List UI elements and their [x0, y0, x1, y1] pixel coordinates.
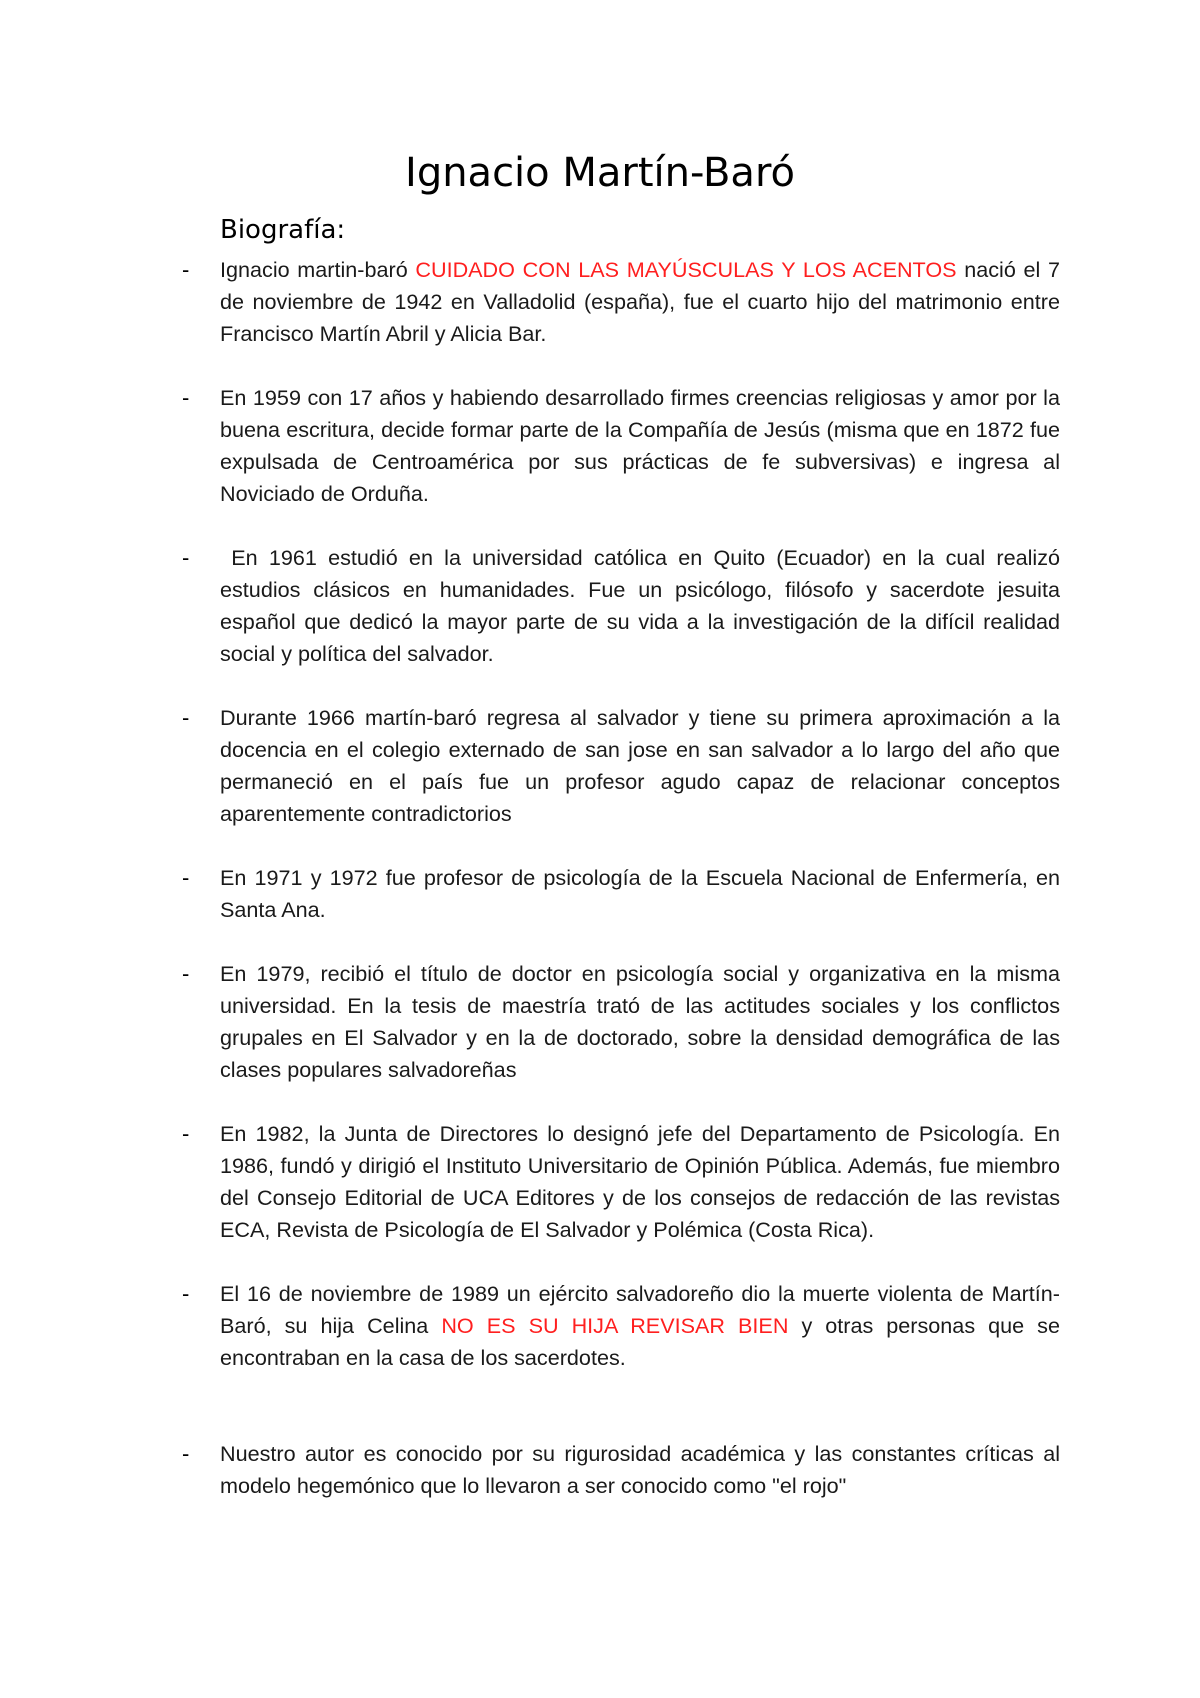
list-item — [0, 382, 1200, 510]
bullet-dash: - — [182, 545, 190, 570]
list-item-text: En 1979, recibió el título de doctor en psicología social y organizativa en la misma universidad. En la tesis de maestría trató de las actitudes sociales y los conflictos grupales en El Salvador y en la de doctorado, sobre la densidad demográfica de las clases populares salvadoreñas — [220, 961, 1060, 1082]
list-item-text: Nuestro autor es conocido por su rigurosidad académica y las constantes críticas al modelo hegemónico que lo llevaron a ser conocido como "el rojo" — [220, 1441, 1060, 1498]
list-item — [0, 254, 1200, 350]
list-item — [0, 1278, 1200, 1374]
bullet-dash: - — [182, 705, 190, 730]
list-item-text: Durante 1966 martín-baró regresa al salvador y tiene su primera aproximación a la docencia en el colegio externado de san jose en san salvador a lo largo del año que permaneció en el país fue un profesor agudo capaz de relacionar conceptos aparentemente contradictorios — [220, 705, 1060, 826]
bullet-dash: - — [182, 257, 190, 282]
list-item — [0, 702, 1200, 830]
bullet-dash: - — [182, 1121, 190, 1146]
bullet-dash: - — [182, 1441, 190, 1466]
list-item — [0, 542, 1200, 670]
list-item — [0, 958, 1200, 1086]
bullet-dash: - — [182, 1281, 190, 1306]
list-item-text: En 1971 y 1972 fue profesor de psicología de la Escuela Nacional de Enfermería, en Santa Ana. — [220, 865, 1060, 922]
list-item — [0, 862, 1200, 926]
list-item-text-part: Ignacio martin-baró — [220, 257, 416, 282]
list-item-text — [220, 254, 1060, 350]
list-item — [0, 1118, 1200, 1246]
list-item-text: En 1959 con 17 años y habiendo desarrollado firmes creencias religiosas y amor por la buena escritura, decide formar parte de la Compañía de Jesús (misma que en 1872 fue expulsada de Centroamérica por sus prácticas de fe subversivas) e ingresa al Noviciado de Orduña. — [220, 385, 1060, 506]
document-title: Ignacio Martín-Baró — [405, 150, 795, 196]
bullet-dash: - — [182, 385, 190, 410]
revision-note: NO ES SU HIJA REVISAR BIEN — [441, 1313, 789, 1338]
list-item-text: En 1982, la Junta de Directores lo designó jefe del Departamento de Psicología. En 1986, fundó y dirigió el Instituto Universitario de Opinión Pública. Además, fue miembro del Consejo Editorial de UCA Editores y de los consejos de redacción de las revistas ECA, Revista de Psicología de El Salvador y Polémica (Costa Rica). — [220, 1121, 1060, 1242]
list-item-text — [220, 1278, 1060, 1374]
list-item-text-part: El 16 de noviembre de 1989 un ejército salvadoreño dio la muerte violenta de Martín-Baró, su hija Celina — [220, 1281, 1060, 1338]
revision-note: CUIDADO CON LAS MAYÚSCULAS Y LOS ACENTOS — [415, 257, 957, 282]
bullet-dash: - — [182, 961, 190, 986]
list-item-text-part: y otras personas que se encontraban en la casa de los sacerdotes. — [220, 1313, 1060, 1370]
biography-list — [0, 254, 1200, 1534]
section-heading-biografia: Biografía: — [220, 215, 346, 245]
bullet-dash: - — [182, 865, 190, 890]
list-item — [0, 1438, 1200, 1502]
list-item-text: En 1961 estudió en la universidad católica en Quito (Ecuador) en la cual realizó estudios clásicos en humanidades. Fue un psicólogo, filósofo y sacerdote jesuita español que dedicó la mayor parte de su vida a la investigación de la difícil realidad social y política del salvador. — [220, 545, 1067, 666]
list-item-text-part: nació el 7 de noviembre de 1942 en Valladolid (españa), fue el cuarto hijo del matrimonio entre Francisco Martín Abril y Alicia Bar. — [220, 257, 1060, 346]
